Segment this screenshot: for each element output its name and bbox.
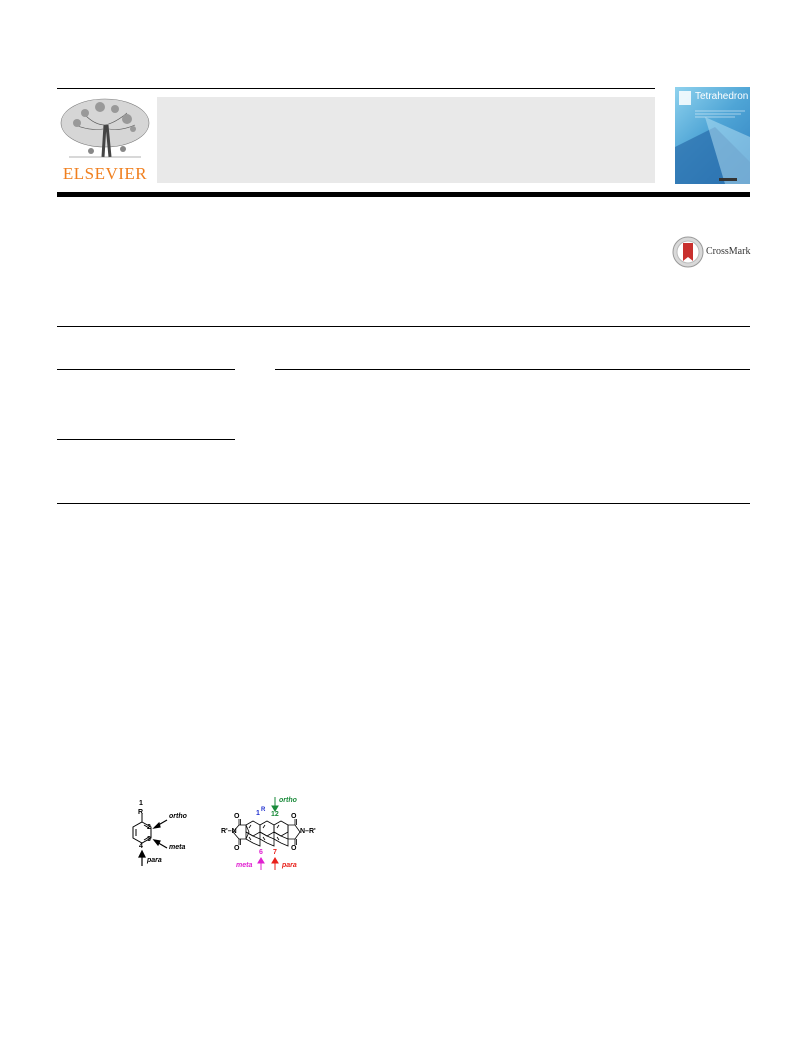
perylene-position-12: 12 <box>271 811 279 818</box>
header-top-rule <box>57 88 655 89</box>
crossmark-icon <box>672 236 704 268</box>
perylene-carbonyl-bottom-right: O <box>291 845 297 852</box>
benzene-position-2: 2 <box>147 824 151 831</box>
article-info-top-rule <box>57 326 750 327</box>
benzene-position-3: 3 <box>147 836 151 843</box>
perylene-imide-right: N–R' <box>300 828 316 835</box>
elsevier-wordmark: ELSEVIER <box>62 164 148 183</box>
perylene-position-1: 1 <box>256 810 260 817</box>
crossmark-badge[interactable] <box>672 236 752 268</box>
benzene-para-label: para <box>147 857 162 864</box>
perylene-carbonyl-bottom-left: O <box>234 845 240 852</box>
article-info-bottom-rule <box>57 503 750 504</box>
benzene-substituent-r: R <box>138 809 144 816</box>
perylene-meta-label: meta <box>236 862 253 869</box>
perylene-scheme <box>218 794 333 874</box>
article-info-rule <box>57 369 235 370</box>
perylene-carbonyl-top-right: O <box>291 813 297 820</box>
perylene-ortho-label: ortho <box>279 797 297 804</box>
perylene-para-label: para <box>282 862 297 869</box>
perylene-position-6: 6 <box>259 849 263 856</box>
keywords-rule <box>57 439 235 440</box>
perylene-carbonyl-top-left: O <box>234 813 240 820</box>
benzene-position-4: 4 <box>139 843 143 850</box>
header-thick-rule <box>57 192 750 197</box>
journal-header-band <box>157 97 655 183</box>
crossmark-label: CrossMark <box>706 246 751 257</box>
cover-title: Tetrahedron <box>695 91 749 102</box>
perylene-substituent-r: R <box>261 807 266 813</box>
elsevier-tree-logo <box>55 95 155 163</box>
benzene-position-1: 1 <box>139 800 143 807</box>
benzene-ortho-label: ortho <box>169 813 187 820</box>
abstract-rule <box>275 369 750 370</box>
journal-cover-image <box>675 87 750 184</box>
perylene-position-7: 7 <box>273 849 277 856</box>
benzene-scheme <box>125 800 215 875</box>
perylene-imide-left: R'–N <box>221 828 237 835</box>
benzene-meta-label: meta <box>169 844 186 851</box>
